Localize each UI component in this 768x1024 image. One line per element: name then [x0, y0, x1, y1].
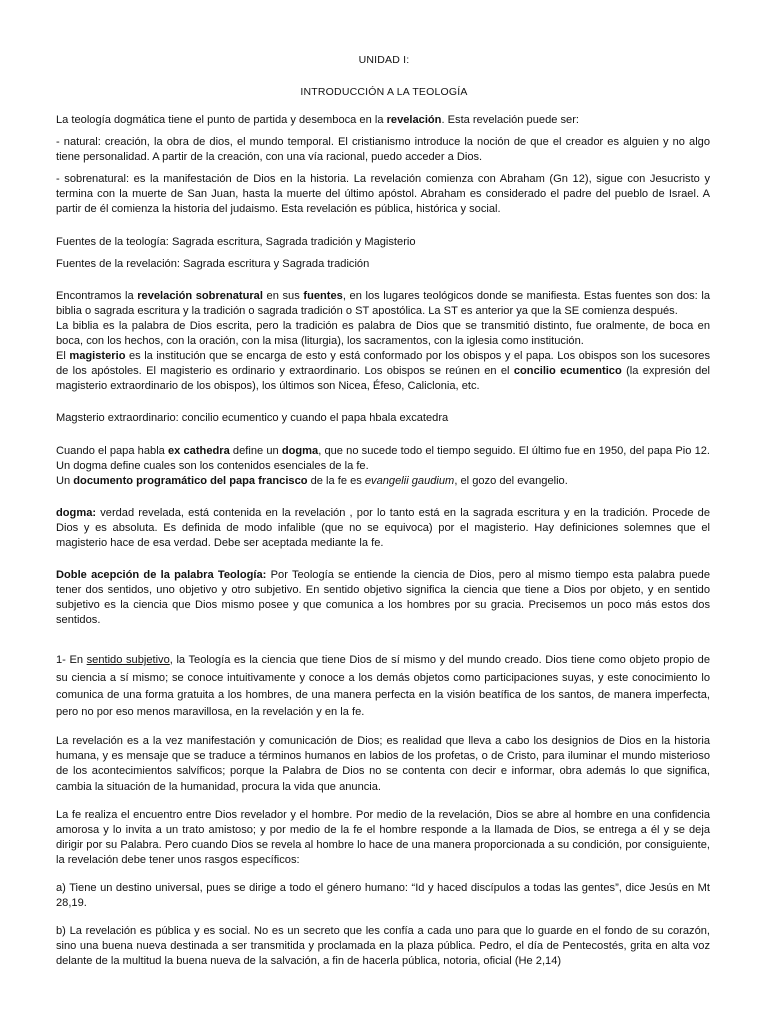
bold-term: dogma: [281, 444, 319, 457]
text-run: (la expresión del magisterio extraordinario de los obispos), los últimos son Nicea, Éfeso, Caliclonia, etc.: [56, 365, 710, 393]
text-run: verdad revelada, está contenida en la revelación , por lo tanto está en la sagrada escritura y en la tradición. Procede de Dios y es absoluta. Es definida de modo infalible (que no se equivoca) por el magisterio. Hay definiciones solemnes que el magisterio hace de esa verdad. Debe ser aceptada mediante la fe.: [56, 506, 710, 549]
bold-term: revelación sobrenatural: [137, 289, 263, 302]
page-title: INTRODUCCIÓN A LA TEOLOGÍA: [300, 86, 468, 98]
bold-term: ex cathedra: [168, 444, 230, 457]
text-run: Cuando el papa habla: [56, 444, 168, 457]
document-body: [56, 113, 710, 969]
paragraph-revelation-intro: [56, 113, 710, 128]
paragraph-extraordinary-magisterium: Magsterio extraordinario: concilio ecumentico y cuando el papa hbala excatedra: [56, 412, 449, 425]
text-run: , la Teología es la ciencia que tiene Dios de sí mismo y del mundo creado. Dios tiene como objeto propio de su ciencia a sí mismo; se conoce intuitivamente y conoce a los demás objetos como participaciones suyas, y este conocimiento lo comunica de una forma gratuita a los hombres, de una manera perfecta en la visión beatífica de los santos, de manera imperfecta, pero no por eso menos maravillosa, en la revelación y en la fe.: [56, 654, 711, 719]
paragraph-supernatural: - sobrenatural: es la manifestación de Dios en la historia. La revelación comienza con Abraham (Gn 12), sigue con Jesucristo y termina con la muerte de San Juan, hasta la muerte del último apóstol. Abraham es considerado el padre del pueblo de Israel. A partir de él comienza la historia del judaismo. Esta revelación es pública, histórica y social.: [56, 173, 710, 216]
unit-heading: UNIDAD I:: [358, 54, 410, 66]
text-run: define un: [229, 444, 282, 457]
text-run: , el gozo del evangelio.: [454, 474, 568, 487]
paragraph-evangelii-gaudium: [56, 474, 710, 489]
text-run: de la fe es: [307, 474, 365, 487]
paragraph-public-social: b) La revelación es pública y es social. No es un secreto que les confía a cada uno para que lo guarde en el fondo de su corazón, sino una buena nueva destinada a ser transmitida y proclamada en la plaza pública. Pedro, el día de Pentecostés, grita en alta voz delante de la multitud la buena nueva de la salvación, a fin de hacerla pública, notoria, oficial (He 2,14): [56, 925, 710, 968]
bold-term: Doble acepción de la palabra Teología:: [56, 569, 267, 582]
paragraph-revelation-sources: Fuentes de la revelación: Sagrada escritura y Sagrada tradición: [56, 257, 370, 270]
text-run: , en los lugares teológicos donde se manifiesta. Estas fuentes son dos: la biblia o sagrada escritura y la tradición o sagrada tradición o ST apostólica. La ST es anterior ya que la SE comienza después.: [56, 289, 710, 317]
bold-term: magisterio: [69, 350, 126, 363]
bold-term: dogma:: [56, 506, 97, 519]
bold-term: fuentes: [303, 289, 343, 302]
paragraph-supernatural-revelation: [56, 289, 710, 319]
text-run: Por Teología se entiende la ciencia de Dios, pero al mismo tiempo esta palabra puede tener dos sentidos, uno objetivo y otro subjetivo. En sentido objetivo significa la ciencia que tiene a Dios por objeto, y en sentido subjetivo es la ciencia que Dios mismo posee y que comunica a los hombres por su gracia. Precisemos un poco más estos dos sentidos.: [56, 569, 710, 627]
underlined-term: sentido subjetivo: [86, 654, 170, 667]
paragraph-universal-destiny: a) Tiene un destino universal, pues se dirige a todo el género humano: “Id y haced discípulos a todas las gentes”, dice Jesús en Mt 28,19.: [56, 882, 710, 910]
text-run: es la institución que se encarga de esto y está conformado por los obispos y el papa. Los obispos son los sucesores de los apóstoles. El magisterio es ordinario y extraordinario. Los obispos se reúnen en el: [56, 350, 710, 378]
text-run: Un: [56, 474, 74, 487]
paragraph-ex-cathedra: [56, 444, 710, 474]
bold-term: concilio ecumentico: [513, 365, 622, 378]
text-run: . Esta revelación puede ser:: [441, 114, 579, 126]
paragraph-dogma-definition: [56, 506, 710, 551]
paragraph-revelation-manifestation: La revelación es a la vez manifestación y comunicación de Dios; es realidad que lleva a cabo los designios de Dios en la historia humana, y es mensaje que se traduce a términos humanos en labios de los profetas, o de Cristo, para iluminar el mundo misterioso de los acontecimientos salvíficos; porque la Palabra de Dios no se contenta con decir e informar, obra además lo que significa, cambia la situación de la humanidad, procura la vida que anuncia.: [56, 735, 710, 793]
bold-term: revelación: [386, 114, 442, 126]
text-run: 1- En: [56, 654, 87, 667]
paragraph-bible-tradition: La biblia es la palabra de Dios escrita, pero la tradición es palabra de Dios que se transmitió distinto, fue oralmente, de boca en boca, con los hechos, con la oración, con la misa (liturgia), los sacramentos, con la iglesia como institución.: [56, 319, 710, 348]
text-run: El: [56, 350, 70, 363]
text-run: Encontramos la: [56, 289, 138, 302]
text-run: en sus: [262, 289, 304, 302]
bold-term: documento programático del papa francisco: [73, 474, 308, 487]
paragraph-subjective-sense: [56, 652, 710, 721]
text-run: La teología dogmática tiene el punto de partida y desemboca en la: [56, 114, 387, 126]
paragraph-natural: - natural: creación, la obra de dios, el mundo temporal. El cristianismo introduce la noción de que el creador es alguien y no algo tiene personalidad. A partir de la creación, con una vía racional, puedo acceder a Dios.: [56, 136, 710, 164]
text-run: , que no sucede todo el tiempo seguido. El último fue en 1950, del papa Pio 12. Un dogma define cuales son los contenidos esenciales de la fe.: [56, 444, 711, 472]
italic-term: evangelii gaudium: [364, 474, 455, 487]
paragraph-double-meaning: [56, 568, 710, 628]
paragraph-theology-sources: Fuentes de la teología: Sagrada escritura, Sagrada tradición y Magisterio: [56, 235, 416, 248]
paragraph-magisterium: [56, 349, 710, 394]
paragraph-faith-encounter: La fe realiza el encuentro entre Dios revelador y el hombre. Por medio de la revelación, Dios se abre al hombre en una confidencia amorosa y lo invita a un trato amistoso; y por medio de la fe el hombre responde a la llamada de Dios, se entrega a él y se deja dirigir por su Palabra. Pero cuando Dios se revela al hombre lo hace de una manera proporcionada a su condición, por consiguiente, la revelación debe tener unos rasgos específicos:: [56, 808, 710, 866]
